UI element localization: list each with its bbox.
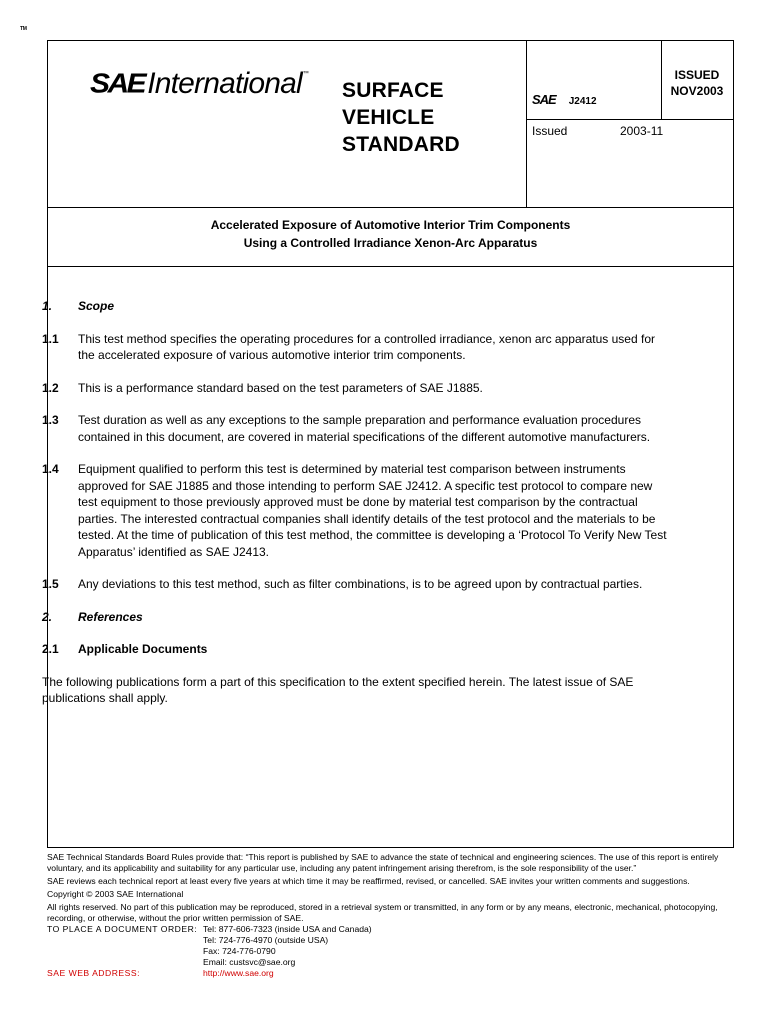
standard-type-line: VEHICLE [342, 106, 435, 129]
web-link[interactable]: http://www.sae.org [203, 968, 274, 978]
paragraph-number: 1.5 [42, 577, 59, 591]
issued-badge-line: ISSUED [674, 68, 720, 82]
doc-code: J2412 [568, 96, 597, 107]
sae-international-logo [90, 69, 309, 99]
web-label: SAE WEB ADDRESS: [47, 968, 141, 978]
standard-type-line: STANDARD [342, 133, 460, 156]
order-contact [47, 924, 737, 968]
section-title: Scope [78, 299, 115, 313]
order-line: Tel: 877-606-7323 (inside USA and Canada) [203, 924, 372, 934]
footer [47, 852, 737, 979]
section-number: 2. [42, 609, 53, 624]
footer-rights: All rights reserved. No part of this publication may be reproduced, stored in a retrieval system or transmitted, in any form or by any means, electronic, mechanical, photocopying, recording, or otherwise, without the prior written permission of SAE. [47, 902, 718, 923]
order-lines [203, 924, 372, 968]
logo-trademark: ™ [302, 71, 309, 77]
header-divider [526, 119, 733, 120]
order-line: Tel: 724-776-4970 (outside USA) [203, 935, 329, 945]
paragraph-number: 1.3 [42, 413, 59, 427]
paragraph-text: The following publications form a part of this specification to the extent specified herein. The latest issue of SAE publications shall apply. [42, 674, 634, 705]
issued-date: 2003-11 [620, 124, 664, 138]
paragraph-text: Any deviations to this test method, such as filter combinations, is to be agreed upon by contractual parties. [78, 577, 643, 591]
title-line: Using a Controlled Irradiance Xenon-Arc Apparatus [243, 236, 538, 250]
order-line[interactable]: Email: custsvc@sae.org [203, 957, 296, 967]
title-line: Accelerated Exposure of Automotive Interior Trim Components [210, 218, 571, 232]
web-contact [47, 968, 737, 979]
subsection-number: 2.1 [42, 642, 59, 656]
section-heading [42, 298, 667, 315]
header-divider [526, 41, 527, 208]
paragraph [42, 461, 667, 560]
subsection-title: Applicable Documents [78, 642, 208, 656]
footer-review: SAE reviews each technical report at least every five years at which time it may be reaffirmed, revised, or cancelled. SAE invites your written comments and suggestions. [47, 876, 690, 886]
issued-badge-line: NOV2003 [670, 84, 724, 98]
doc-sae-logo: SAE [532, 92, 556, 107]
issued-badge [661, 67, 733, 99]
header-block [48, 41, 733, 208]
section-title: References [78, 609, 143, 624]
standard-type-line: SURFACE [342, 79, 444, 102]
order-line: Fax: 724-776-0790 [203, 946, 276, 956]
logo-sae-text: SAE [90, 68, 145, 99]
issued-label: Issued [532, 124, 568, 138]
paragraph-number: 1.2 [42, 380, 59, 395]
document-body [42, 256, 667, 707]
paragraph-text: This is a performance standard based on the test parameters of SAE J1885. [78, 380, 483, 395]
paragraph [42, 412, 667, 445]
corner-mark: TM [20, 26, 27, 32]
subsection-heading [42, 641, 667, 658]
paragraph [42, 576, 667, 593]
logo-international-text: International [147, 67, 302, 100]
paragraph [42, 331, 667, 364]
paragraph-number: 1.1 [42, 331, 59, 346]
document-number [532, 92, 597, 107]
standard-type [342, 77, 460, 158]
paragraph-text: Equipment qualified to perform this test is determined by material test comparison between instruments approved for SAE J1885 and those intending to perform SAE J2412. A specific test protocol to compare new test equipment to those previously approved must be done by material test comparison by the contractual parties. The interested contractual companies shall identify details of the test protocol and the materials to be tested. At the time of publication of this test method, the committee is developing a ‘Protocol To Verify New Test Apparatus’ identified as SAE J2413. [78, 462, 667, 559]
section-heading [42, 609, 667, 626]
footer-rules: SAE Technical Standards Board Rules provide that: “This report is published by SAE to advance the state of technical and engineering sciences. The use of this report is entirely voluntary, and its applicability and suitability for any particular use, including any patent infringement arising therefrom, is the sole responsibility of the user.” [47, 852, 719, 873]
order-label: TO PLACE A DOCUMENT ORDER: [47, 924, 198, 934]
section-number: 1. [42, 299, 53, 313]
footer-copyright: Copyright © 2003 SAE International [47, 889, 184, 899]
paragraph [42, 380, 667, 397]
paragraph-text: Test duration as well as any exceptions to the sample preparation and performance evaluation procedures contained in this document, are covered in material specifications of the different automotive manufacturers. [78, 413, 651, 444]
paragraph-number: 1.4 [42, 462, 59, 476]
paragraph-text: This test method specifies the operating procedures for a controlled irradiance, xenon arc apparatus used for the accelerated exposure of various automotive interior trim components. [78, 331, 655, 362]
